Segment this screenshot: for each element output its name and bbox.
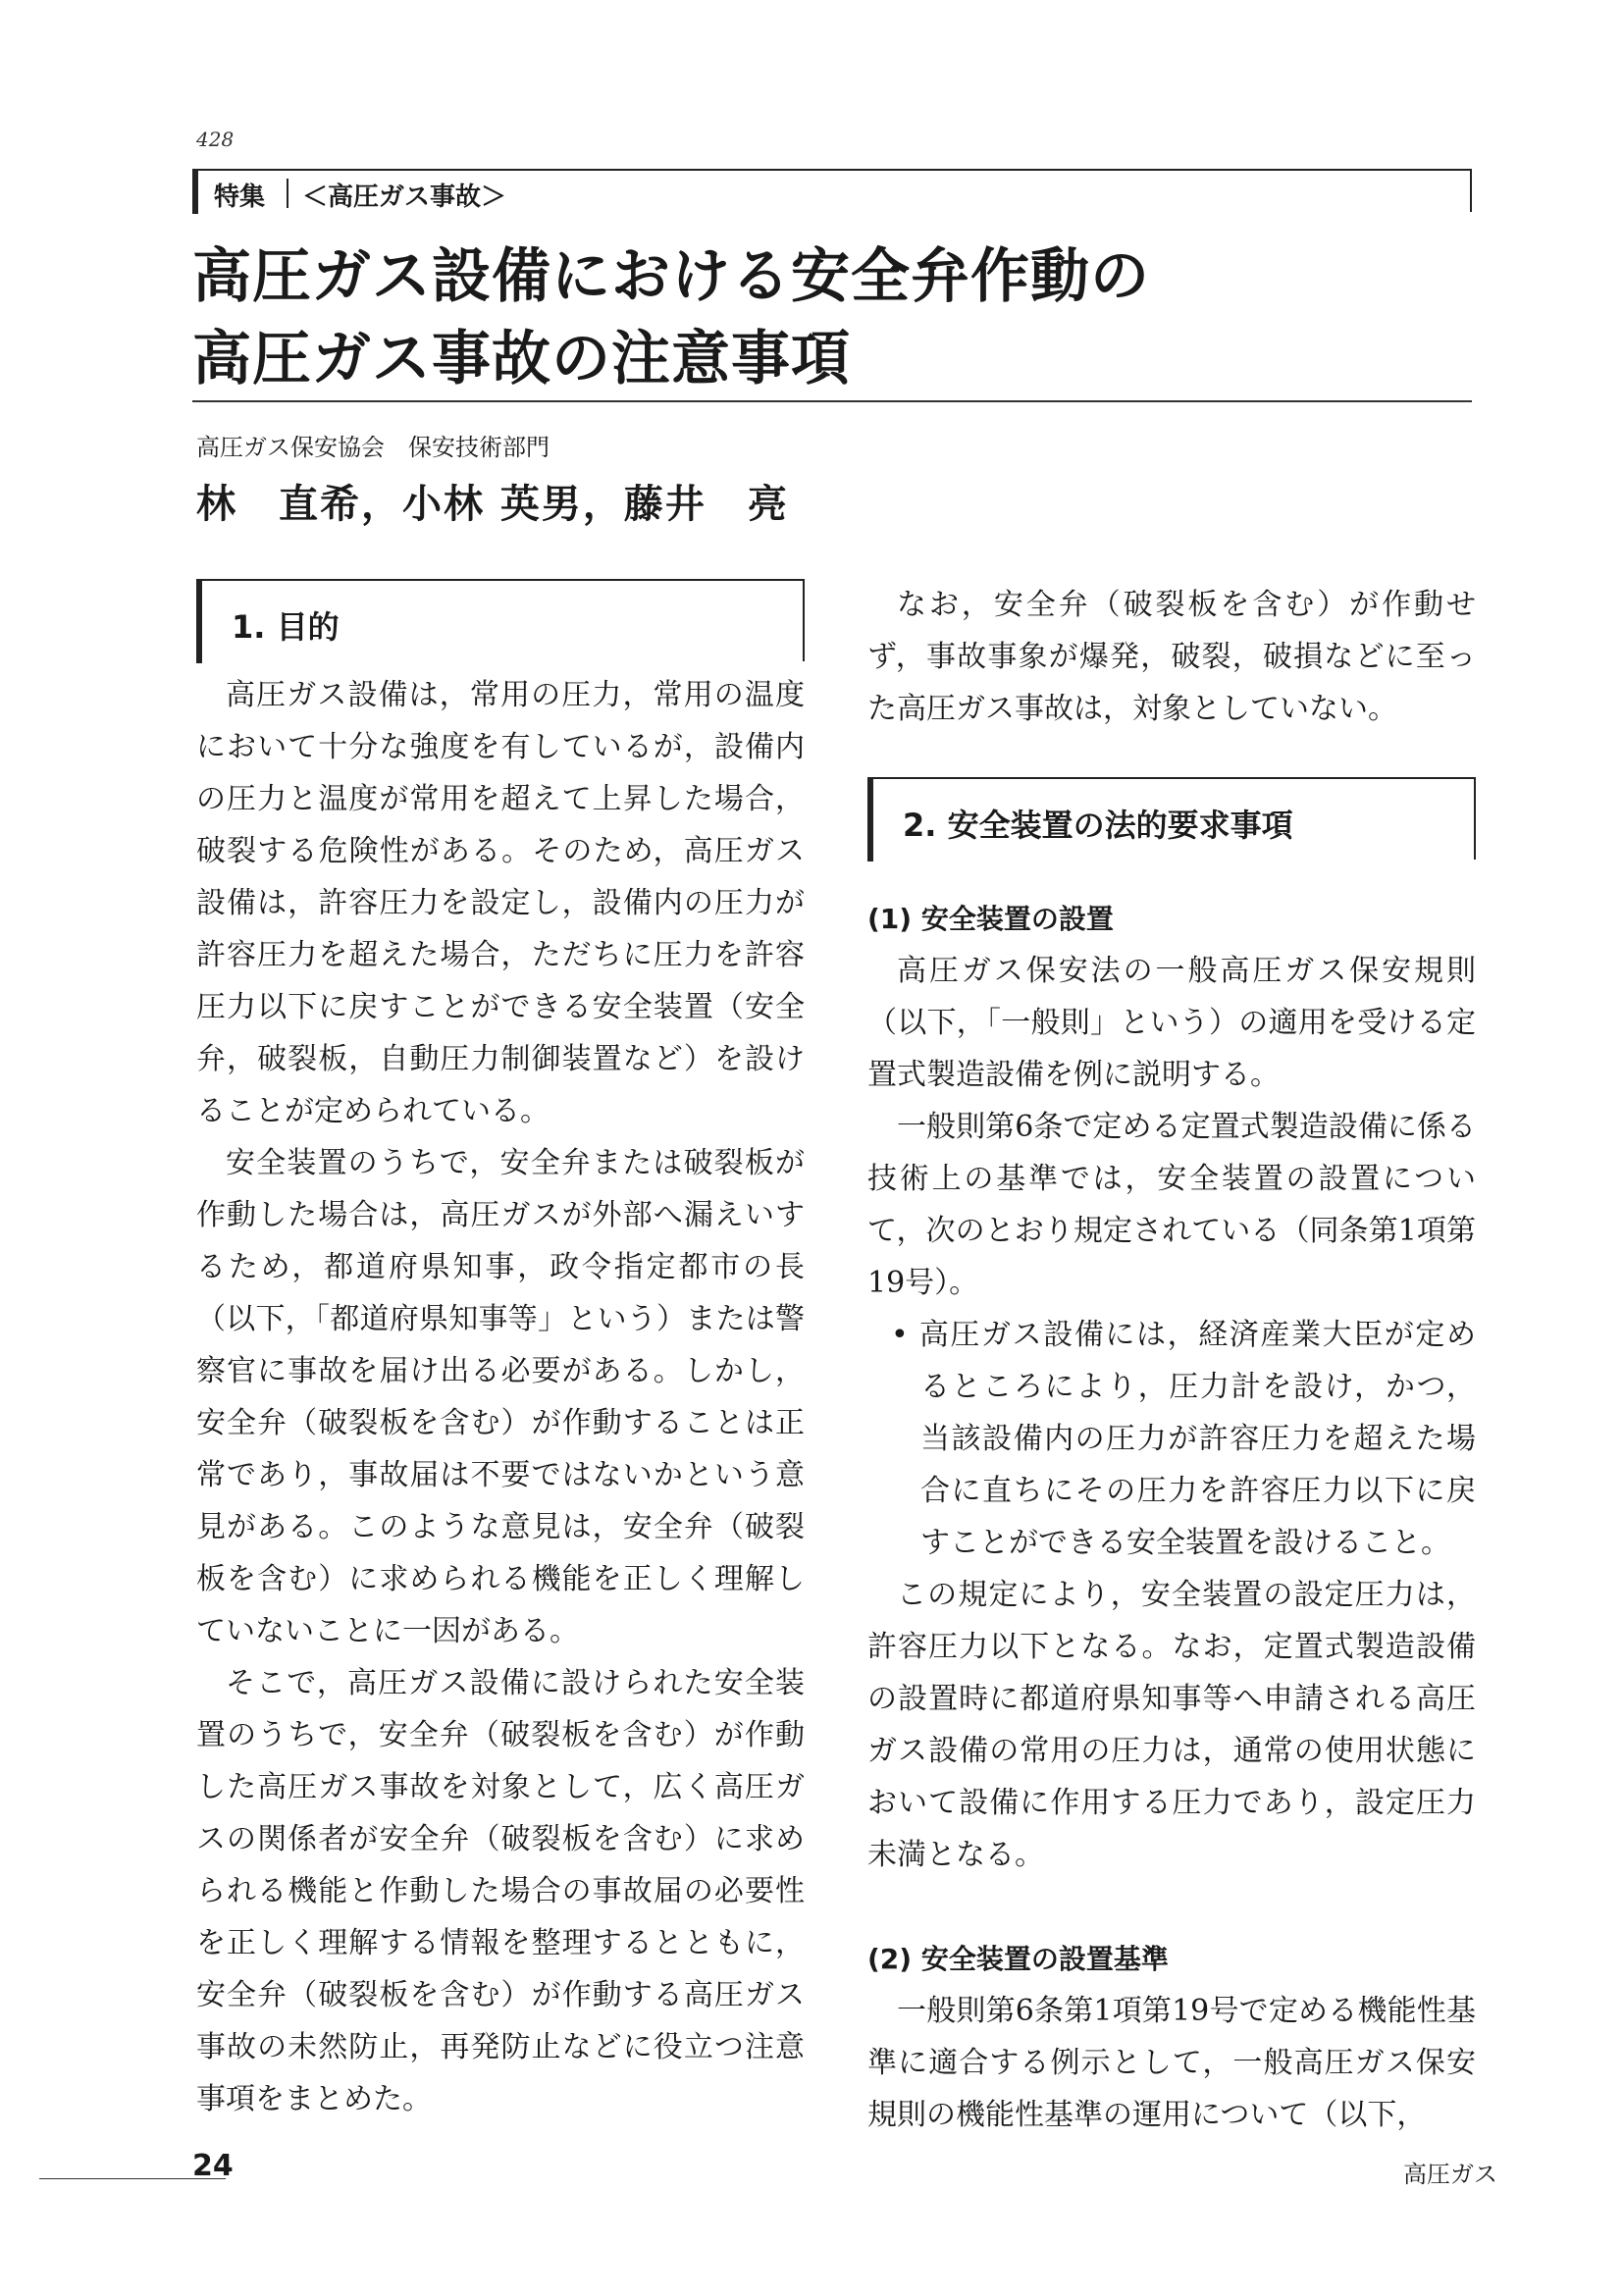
subsection-1-paragraph: 一般則第6条で定める定置式製造設備に係る技術上の基準では，安全装置の設置について，次のとおり規定されている（同条第1項第19号）。 bbox=[867, 1110, 1476, 1300]
section-1-heading-box bbox=[196, 579, 805, 661]
subsection-1-paragraph: 高圧ガス保安法の一般高圧ガス保安規則（以下，「一般則」という）の適用を受ける定置式製造設備を例に説明する。 bbox=[867, 954, 1476, 1092]
section-2-left-bar bbox=[867, 779, 873, 861]
author-organization: 高圧ガス保安協会 保安技術部門 bbox=[196, 434, 550, 461]
feature-tag-bar bbox=[192, 169, 1472, 212]
subsection-1-heading: (1) 安全装置の設置 bbox=[867, 903, 1114, 935]
title-rule bbox=[192, 400, 1472, 402]
section-1-paragraph: 安全装置のうちで，安全弁または破裂板が作動した場合は，高圧ガスが外部へ漏えいするため，都道府県知事，政令指定都市の長（以下，「都道府県知事等」という）または警察官に事故を届け出る必要がある。しかし，安全弁（破裂板を含む）が作動することは正常であり，事故届は不要ではないかという意見がある。このような意見は，安全弁（破裂板を含む）に求められる機能を正しく理解していないことに一因がある。 bbox=[196, 1146, 805, 1648]
regulation-bullet: • 高圧ガス設備には，経済産業大臣が定めるところにより，圧力計を設け，かつ，当該設備内の圧力が許容圧力を超えた場合に直ちにその圧力を許容圧力以下に戻すことができる安全装置を設けること。 bbox=[891, 1318, 1476, 1560]
title-line-1: 高圧ガス設備における安全弁作動の bbox=[192, 242, 1150, 311]
tag-separator bbox=[287, 179, 288, 208]
article-title bbox=[192, 235, 1472, 400]
feature-topic: ＜高圧ガス事故＞ bbox=[302, 183, 507, 212]
feature-label: 特集 bbox=[214, 183, 266, 212]
subsection-1-paragraph: この規定により，安全装置の設定圧力は，許容圧力以下となる。なお，定置式製造設備の設置時に都道府県知事等へ申請される高圧ガス設備の常用の圧力は，通常の使用状態において設備に作用する圧力であり，設定圧力未満となる。 bbox=[867, 1578, 1476, 1872]
page-number: 24 bbox=[192, 2149, 234, 2183]
section-1-left-bar bbox=[196, 581, 202, 663]
subsection-2-heading: (2) 安全装置の設置基準 bbox=[867, 1943, 1169, 1975]
right-column-top bbox=[867, 579, 1476, 735]
section-2-heading-box bbox=[867, 777, 1476, 860]
section-1-paragraph: そこで，高圧ガス設備に設けられた安全装置のうちで，安全弁（破裂板を含む）が作動した高圧ガス事故を対象として，広く高圧ガスの関係者が安全弁（破裂板を含む）に求められる機能と作動した場合の事故届の必要性を正しく理解する情報を整理するとともに，安全弁（破裂板を含む）が作動する高圧ガス事故の未然防止，再発防止などに役立つ注意事項をまとめた。 bbox=[196, 1666, 805, 2116]
section-1-paragraph: 高圧ガス設備は，常用の圧力，常用の温度において十分な強度を有しているが，設備内の圧力と温度が常用を超えて上昇した場合，破裂する危険性がある。そのため，高圧ガス設備は，許容圧力を設定し，設備内の圧力が許容圧力を超えた場合，ただちに圧力を許容圧力以下に戻すことができる安全装置（安全弁，破裂板，自動圧力制御装置など）を設けることが定められている。 bbox=[196, 678, 805, 1128]
subsection-2-paragraph: 一般則第6条第1項第19号で定める機能性基準に適合する例示として，一般高圧ガス保安規則の機能性基準の運用について（以下， bbox=[867, 1994, 1476, 2132]
spacer bbox=[867, 1881, 1476, 1933]
tag-left-bar bbox=[192, 171, 198, 214]
volume-page-number: 428 bbox=[196, 128, 235, 151]
section-1-heading: 1. 目的 bbox=[232, 608, 340, 646]
journal-name: 高圧ガス bbox=[1403, 2161, 1497, 2188]
section-2-heading: 2. 安全装置の法的要求事項 bbox=[903, 807, 1293, 844]
author-names: 林 直希，小林 英男，藤井 亮 bbox=[196, 481, 789, 527]
section-1-continuation: なお，安全弁（破裂板を含む）が作動せず，事故事象が爆発，破裂，破損などに至った高圧ガス事故は，対象としていない。 bbox=[867, 588, 1476, 726]
title-line-2: 高圧ガス事故の注意事項 bbox=[192, 325, 851, 393]
right-column bbox=[867, 893, 1476, 2141]
left-column bbox=[196, 669, 805, 2125]
